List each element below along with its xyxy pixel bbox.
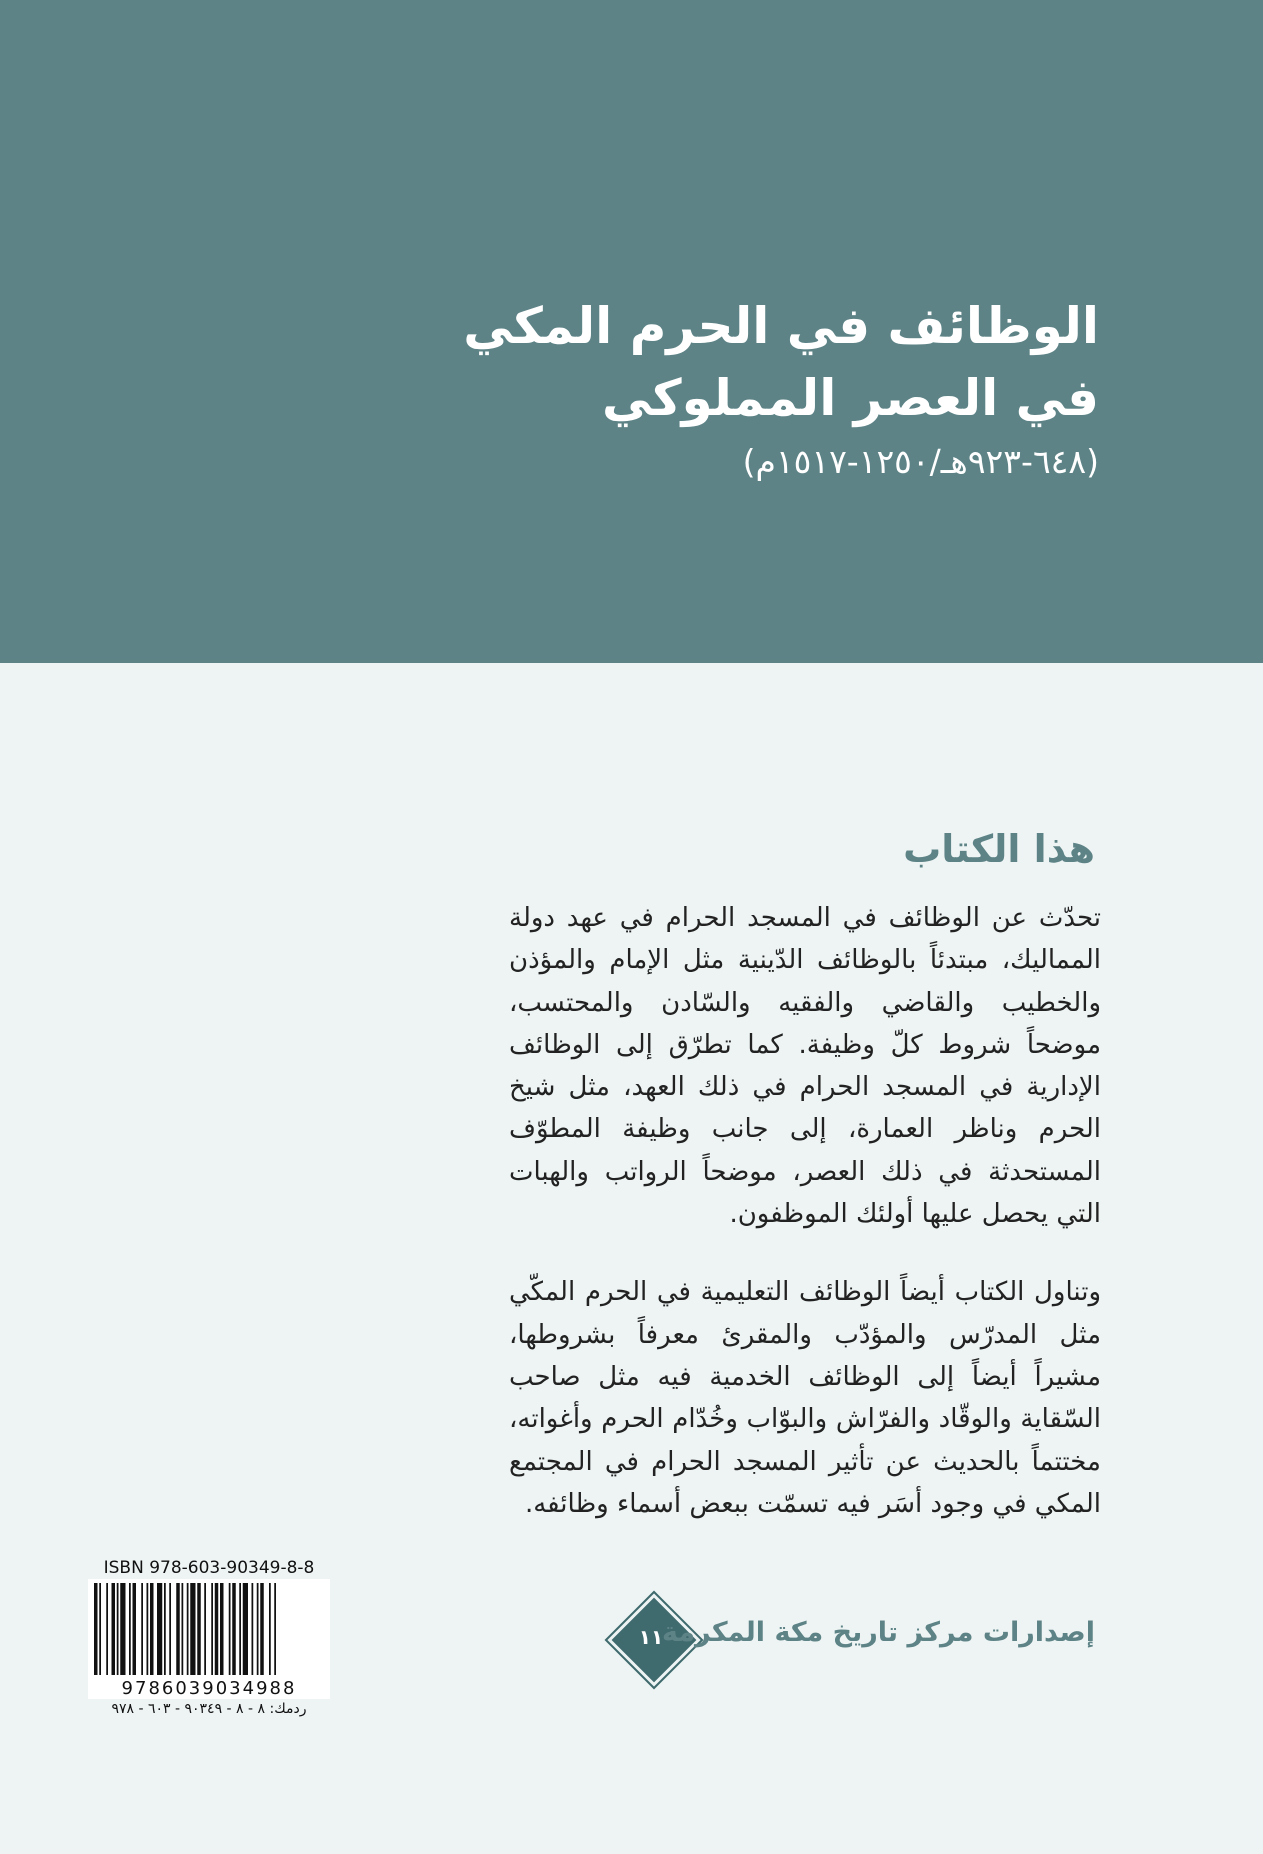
cover-top-band — [0, 0, 1263, 663]
isbn-barcode — [88, 1557, 330, 1719]
book-description — [509, 897, 1101, 1525]
book-title-line-1: الوظائف في الحرم المكي — [463, 297, 1099, 355]
about-heading: هذا الكتاب — [903, 827, 1095, 871]
barcode-icon — [88, 1579, 330, 1679]
description-paragraph-2: وتناول الكتاب أيضاً الوظائف التعليمية في الحرم المكّي مثل المدرّس والمؤدّب والمقرئ معرفاً بشروطها، مشيراً أيضاً إلى الوظائف الخدمية فيه مثل صاحب السّقاية والوقّاد والفرّاش والبوّاب وخُدّام الحرم وأغواته، مختتماً بالحديث عن تأثير المسجد الحرام في المجتمع المكي في وجود أسَر فيه تسمّت ببعض أسماء وظائفه. — [509, 1277, 1101, 1519]
arabic-isbn: ردمك: ٨ - ٨ - ٩٠٣٤٩ - ٦٠٣ - ٩٧٨ — [111, 1701, 307, 1717]
title-block — [199, 290, 1099, 486]
description-paragraph-1: تحدّث عن الوظائف في المسجد الحرام في عهد دولة المماليك، مبتدئاً بالوظائف الدّينية مثل الإمام والمؤذن والخطيب والقاضي والفقيه والسّادن والمحتسب، موضحاً شروط كلّ وظيفة. كما تطرّق إلى الوظائف الإدارية في المسجد الحرام في ذلك العهد، مثل شيخ الحرم وناظر العمارة، إلى جانب وظيفة المطوّف المستحدثة في ذلك العصر، موضحاً الرواتب والهبات التي يحصل عليها أولئك الموظفون. — [509, 903, 1101, 1230]
barcode-digits: 9786039034988 — [88, 1679, 330, 1699]
book-title-line-2: في العصر المملوكي — [601, 369, 1099, 427]
series-label: إصدارات مركز تاريخ مكة المكرمة — [661, 1617, 1095, 1648]
isbn-text: ISBN 978-603-90349-8-8 — [103, 1558, 315, 1578]
date-range: (٦٤٨-٩٢٣هـ/١٢٥٠-١٥١٧م) — [742, 442, 1099, 481]
series-number: ١١ — [638, 1625, 664, 1649]
